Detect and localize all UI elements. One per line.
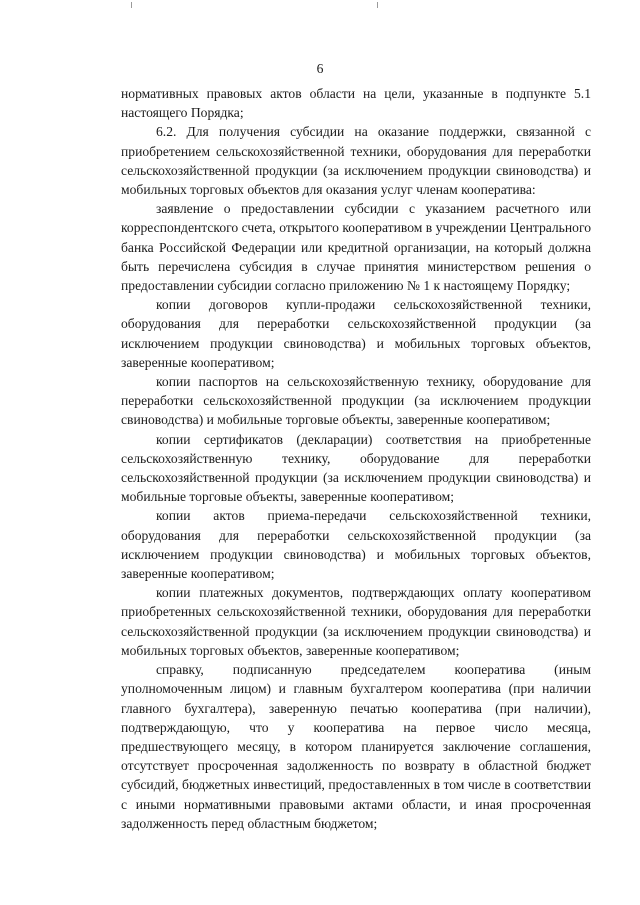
- paragraph: заявление о предоставлении субсидии с указанием расчетного или корреспондентского счета, открытого кооперативом в учреждении Центрального банка Российской Федерации или кредитной организации, на который должна быть перечислена субсидия в случае принятия министерством решения о предоставлении субсидии согласно приложению № 1 к настоящему Порядку;: [121, 201, 591, 294]
- scan-artifact-mark: [377, 2, 378, 8]
- paragraph: копии паспортов на сельскохозяйственную технику, оборудование для переработки сельскохозяйственной продукции (за исключением продукции свиноводства) и мобильные торговые объекты, заверенные кооперативом;: [121, 374, 591, 428]
- document-body: [121, 84, 591, 833]
- paragraph: справку, подписанную председателем кооператива (иным уполномоченным лицом) и главным бухгалтером кооператива (при наличии главного бухгалтера), заверенную печатью кооператива (при наличии), подтверждающую, что у кооператива на первое число месяца, предшествующего месяцу, в котором планируется заключение соглашения, отсутствует просроченная задолженность по возврату в областной бюджет субсидий, бюджетных инвестиций, предоставленных в том числе в соответствии с иными нормативными правовыми актами области, и иная просроченная задолженность перед областным бюджетом;: [121, 662, 591, 831]
- paragraph: копии договоров купли-продажи сельскохозяйственной техники, оборудования для переработки сельскохозяйственной продукции (за исключением продукции свиноводства) и мобильных торговых объектов, заверенные кооперативом;: [121, 297, 591, 370]
- paragraph: копии сертификатов (декларации) соответствия на приобретенные сельскохозяйственную технику, оборудование для переработки сельскохозяйственной продукции (за исключением продукции свиноводства) и мобильные торговые объекты, заверенные кооперативом;: [121, 431, 591, 505]
- paragraph: копии актов приема-передачи сельскохозяйственной техники, оборудования для переработки сельскохозяйственной продукции (за исключением продукции свиноводства) и мобильных торговых объектов, заверенные кооперативом;: [121, 508, 591, 582]
- paragraph: нормативных правовых актов области на цели, указанные в подпункте 5.1 настоящего Порядка;: [121, 86, 591, 121]
- paragraph: копии платежных документов, подтверждающих оплату кооперативом приобретенных сельскохозяйственной техники, оборудования для переработки сельскохозяйственной продукции (за исключением продукции свиноводства) и мобильных торговых объектов, заверенные кооперативом;: [121, 585, 591, 658]
- paragraph: 6.2. Для получения субсидии на оказание поддержки, связанной с приобретением сельскохозяйственной техники, оборудования для переработки сельскохозяйственной продукции (за исключением продукции свиноводства) и мобильных торговых объектов для оказания услуг членам кооператива:: [121, 124, 591, 198]
- scan-artifact-mark: [131, 2, 132, 8]
- page-number: 6: [316, 61, 324, 76]
